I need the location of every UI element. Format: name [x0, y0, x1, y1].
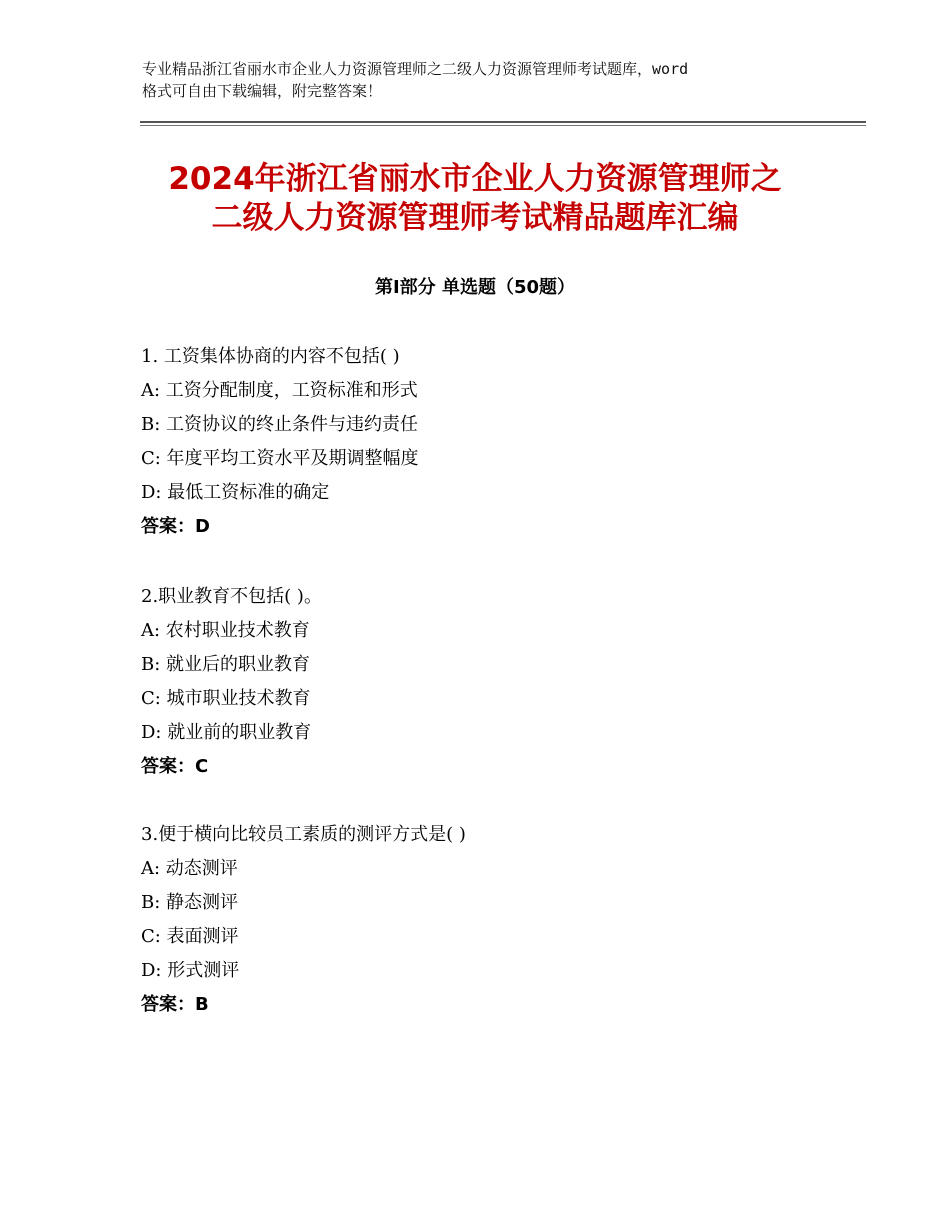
question-option-d: D: 形式测评	[141, 960, 240, 981]
question-block	[141, 818, 841, 1022]
question-block	[141, 340, 841, 544]
question-answer: 答案：B	[141, 994, 209, 1015]
question-option-a: A: 动态测评	[141, 858, 238, 879]
question-block	[141, 580, 841, 784]
question-stem: 3.便于横向比较员工素质的测评方式是( )	[141, 824, 466, 845]
header-divider-thick	[140, 121, 866, 123]
header-divider-thin	[140, 125, 866, 126]
question-option-a: A: 工资分配制度，工资标准和形式	[141, 380, 418, 401]
question-stem: 1. 工资集体协商的内容不包括( )	[141, 346, 400, 367]
question-stem: 2.职业教育不包括( )。	[141, 586, 322, 607]
question-option-c: C: 年度平均工资水平及期调整幅度	[141, 448, 419, 469]
question-option-b: B: 就业后的职业教育	[141, 654, 311, 675]
question-option-b: B: 工资协议的终止条件与违约责任	[141, 414, 419, 435]
question-option-c: C: 表面测评	[141, 926, 239, 947]
question-answer: 答案：D	[141, 516, 210, 537]
document-title-line-1: 2024年浙江省丽水市企业人力资源管理师之	[168, 161, 782, 197]
question-option-a: A: 农村职业技术教育	[141, 620, 310, 641]
header-note-line-2: 格式可自由下载编辑，附完整答案！	[142, 82, 383, 100]
question-answer: 答案：C	[141, 756, 209, 777]
document-title-line-2: 二级人力资源管理师考试精品题库汇编	[211, 200, 739, 236]
header-note-line-1: 专业精品浙江省丽水市企业人力资源管理师之二级人力资源管理师考试题库，word	[142, 60, 689, 78]
document-title	[0, 160, 950, 238]
section-heading: 第Ⅰ部分 单选题（50题）	[374, 277, 575, 298]
question-option-c: C: 城市职业技术教育	[141, 688, 311, 709]
question-option-b: B: 静态测评	[141, 892, 239, 913]
question-option-d: D: 最低工资标准的确定	[141, 482, 330, 503]
header-note	[142, 58, 842, 102]
question-option-d: D: 就业前的职业教育	[141, 722, 312, 743]
